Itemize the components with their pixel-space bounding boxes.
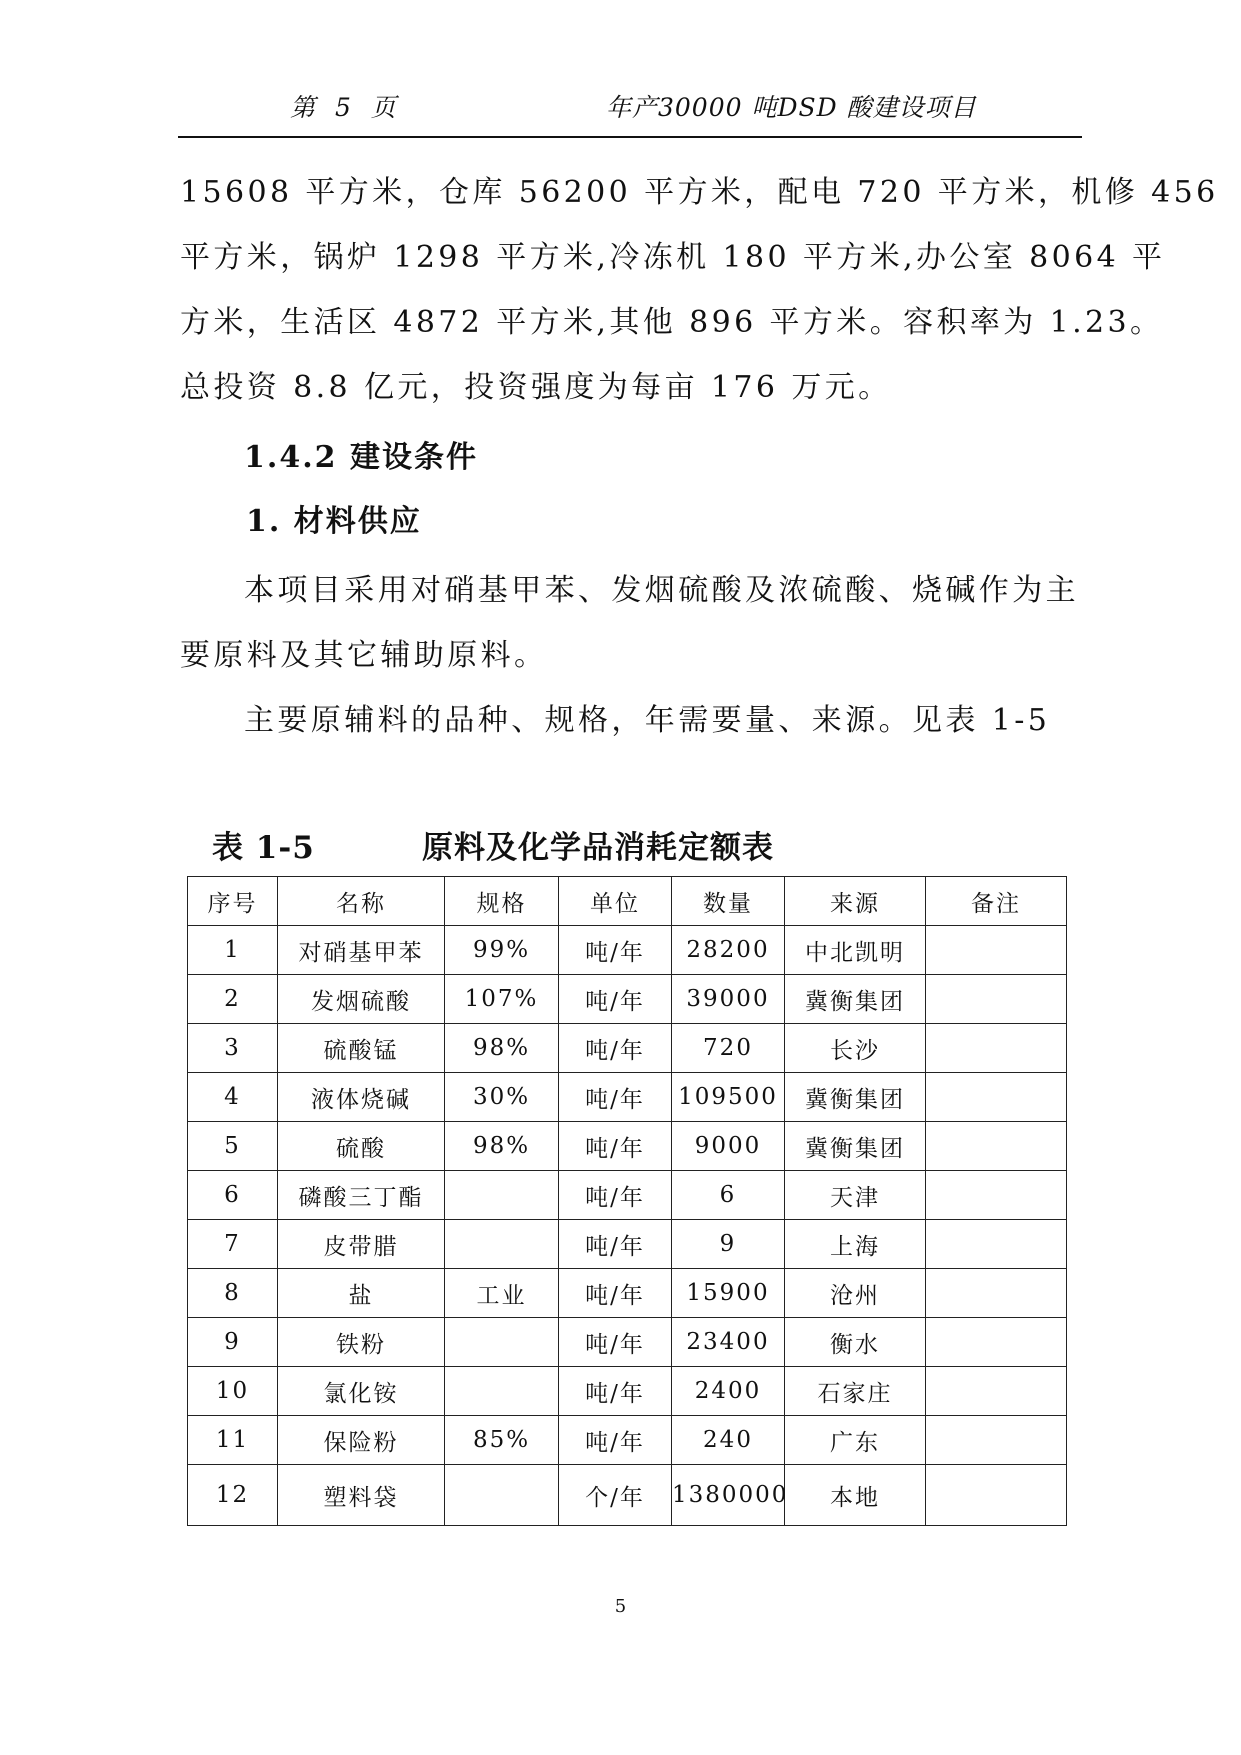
intro-paragraph bbox=[180, 160, 1219, 420]
paragraph-line: 主要原辅料的品种、规格，年需要量、来源。见表 1-5 bbox=[244, 703, 1051, 738]
table-reference-paragraph bbox=[180, 688, 1080, 753]
cell-index: 12 bbox=[188, 1465, 278, 1526]
cell-source: 衡水 bbox=[785, 1318, 926, 1367]
table-number: 表 1-5 bbox=[212, 830, 315, 866]
cell-source: 上海 bbox=[785, 1220, 926, 1269]
header-cell: 来源 bbox=[785, 877, 926, 926]
table-row bbox=[188, 1024, 1067, 1073]
header-cell: 数量 bbox=[672, 877, 785, 926]
cell-index: 6 bbox=[188, 1171, 278, 1220]
cell-source: 中北凯明 bbox=[785, 926, 926, 975]
cell-remark bbox=[926, 926, 1067, 975]
table-row bbox=[188, 1073, 1067, 1122]
cell-spec: 98% bbox=[445, 1122, 559, 1171]
cell-spec bbox=[445, 1220, 559, 1269]
paragraph-line: 要原料及其它辅助原料。 bbox=[180, 638, 548, 673]
cell-quantity: 2400 bbox=[672, 1367, 785, 1416]
table-row bbox=[188, 975, 1067, 1024]
cell-remark bbox=[926, 1220, 1067, 1269]
cell-remark bbox=[926, 1465, 1067, 1526]
cell-index: 5 bbox=[188, 1122, 278, 1171]
cell-index: 7 bbox=[188, 1220, 278, 1269]
cell-name: 氯化铵 bbox=[278, 1367, 445, 1416]
intro-line: 总投资 8.8 亿元，投资强度为每亩 176 万元。 bbox=[180, 370, 892, 405]
cell-name: 皮带腊 bbox=[278, 1220, 445, 1269]
cell-source: 冀衡集团 bbox=[785, 975, 926, 1024]
cell-name: 发烟硫酸 bbox=[278, 975, 445, 1024]
table-row bbox=[188, 1416, 1067, 1465]
cell-quantity: 39000 bbox=[672, 975, 785, 1024]
cell-spec bbox=[445, 1318, 559, 1367]
cell-name: 液体烧碱 bbox=[278, 1073, 445, 1122]
table-row bbox=[188, 1318, 1067, 1367]
header-cell: 名称 bbox=[278, 877, 445, 926]
cell-name: 盐 bbox=[278, 1269, 445, 1318]
header-cell: 备注 bbox=[926, 877, 1067, 926]
cell-quantity: 1380000 bbox=[672, 1465, 785, 1526]
cell-remark bbox=[926, 975, 1067, 1024]
cell-spec: 30% bbox=[445, 1073, 559, 1122]
cell-index: 11 bbox=[188, 1416, 278, 1465]
table-title: 原料及化学品消耗定额表 bbox=[422, 830, 774, 866]
table-caption bbox=[212, 822, 774, 867]
header-cell: 单位 bbox=[559, 877, 672, 926]
cell-quantity: 720 bbox=[672, 1024, 785, 1073]
table-header-row bbox=[188, 877, 1067, 926]
cell-spec bbox=[445, 1171, 559, 1220]
table-row bbox=[188, 926, 1067, 975]
table-row bbox=[188, 1465, 1067, 1526]
cell-quantity: 109500 bbox=[672, 1073, 785, 1122]
section-heading: 1.4.2 建设条件 bbox=[244, 440, 478, 475]
cell-remark bbox=[926, 1073, 1067, 1122]
cell-name: 硫酸锰 bbox=[278, 1024, 445, 1073]
subsection-heading: 1. 材料供应 bbox=[246, 504, 422, 539]
cell-remark bbox=[926, 1416, 1067, 1465]
cell-source: 广东 bbox=[785, 1416, 926, 1465]
table-row bbox=[188, 1269, 1067, 1318]
paragraph-line: 本项目采用对硝基甲苯、发烟硫酸及浓硫酸、烧碱作为主 bbox=[244, 573, 1079, 608]
header-project-title: 年产30000 吨DSD 酸建设项目 bbox=[606, 93, 977, 122]
cell-name: 对硝基甲苯 bbox=[278, 926, 445, 975]
cell-index: 8 bbox=[188, 1269, 278, 1318]
cell-unit: 吨/年 bbox=[559, 926, 672, 975]
footer-page-number: 5 bbox=[614, 1596, 627, 1617]
cell-source: 沧州 bbox=[785, 1269, 926, 1318]
table-row bbox=[188, 1122, 1067, 1171]
cell-remark bbox=[926, 1024, 1067, 1073]
header-cell: 序号 bbox=[188, 877, 278, 926]
cell-name: 铁粉 bbox=[278, 1318, 445, 1367]
cell-quantity: 240 bbox=[672, 1416, 785, 1465]
cell-spec bbox=[445, 1367, 559, 1416]
cell-index: 1 bbox=[188, 926, 278, 975]
cell-source: 长沙 bbox=[785, 1024, 926, 1073]
cell-unit: 吨/年 bbox=[559, 1416, 672, 1465]
cell-index: 3 bbox=[188, 1024, 278, 1073]
cell-spec: 107% bbox=[445, 975, 559, 1024]
cell-index: 9 bbox=[188, 1318, 278, 1367]
cell-remark bbox=[926, 1122, 1067, 1171]
cell-spec: 99% bbox=[445, 926, 559, 975]
header-cell: 规格 bbox=[445, 877, 559, 926]
cell-spec: 工业 bbox=[445, 1269, 559, 1318]
cell-unit: 吨/年 bbox=[559, 1171, 672, 1220]
cell-unit: 吨/年 bbox=[559, 1367, 672, 1416]
cell-name: 保险粉 bbox=[278, 1416, 445, 1465]
cell-index: 2 bbox=[188, 975, 278, 1024]
cell-remark bbox=[926, 1171, 1067, 1220]
cell-index: 4 bbox=[188, 1073, 278, 1122]
cell-unit: 个/年 bbox=[559, 1465, 672, 1526]
cell-index: 10 bbox=[188, 1367, 278, 1416]
header-page-label: 第 5 页 bbox=[290, 93, 402, 122]
materials-paragraph bbox=[180, 558, 1080, 688]
cell-name: 磷酸三丁酯 bbox=[278, 1171, 445, 1220]
cell-quantity: 6 bbox=[672, 1171, 785, 1220]
cell-source: 本地 bbox=[785, 1465, 926, 1526]
cell-quantity: 9 bbox=[672, 1220, 785, 1269]
page-header bbox=[178, 88, 1082, 138]
intro-line: 方米，生活区 4872 平方米,其他 896 平方米。容积率为 1.23。 bbox=[180, 305, 1164, 340]
cell-name: 硫酸 bbox=[278, 1122, 445, 1171]
cell-source: 天津 bbox=[785, 1171, 926, 1220]
cell-source: 冀衡集团 bbox=[785, 1122, 926, 1171]
cell-remark bbox=[926, 1269, 1067, 1318]
intro-line: 15608 平方米，仓库 56200 平方米，配电 720 平方米，机修 456 bbox=[180, 175, 1219, 210]
cell-spec: 98% bbox=[445, 1024, 559, 1073]
table-row bbox=[188, 1171, 1067, 1220]
materials-table bbox=[187, 876, 1067, 1526]
cell-quantity: 9000 bbox=[672, 1122, 785, 1171]
cell-unit: 吨/年 bbox=[559, 1073, 672, 1122]
cell-source: 石家庄 bbox=[785, 1367, 926, 1416]
cell-remark bbox=[926, 1367, 1067, 1416]
cell-unit: 吨/年 bbox=[559, 1220, 672, 1269]
cell-spec: 85% bbox=[445, 1416, 559, 1465]
cell-unit: 吨/年 bbox=[559, 1024, 672, 1073]
table-row bbox=[188, 1220, 1067, 1269]
cell-remark bbox=[926, 1318, 1067, 1367]
table-row bbox=[188, 1367, 1067, 1416]
cell-quantity: 15900 bbox=[672, 1269, 785, 1318]
cell-spec bbox=[445, 1465, 559, 1526]
cell-source: 冀衡集团 bbox=[785, 1073, 926, 1122]
cell-unit: 吨/年 bbox=[559, 975, 672, 1024]
cell-name: 塑料袋 bbox=[278, 1465, 445, 1526]
cell-unit: 吨/年 bbox=[559, 1122, 672, 1171]
cell-unit: 吨/年 bbox=[559, 1269, 672, 1318]
cell-quantity: 28200 bbox=[672, 926, 785, 975]
cell-unit: 吨/年 bbox=[559, 1318, 672, 1367]
cell-quantity: 23400 bbox=[672, 1318, 785, 1367]
table-body bbox=[188, 926, 1067, 1526]
intro-line: 平方米，锅炉 1298 平方米,冷冻机 180 平方米,办公室 8064 平 bbox=[180, 240, 1166, 275]
